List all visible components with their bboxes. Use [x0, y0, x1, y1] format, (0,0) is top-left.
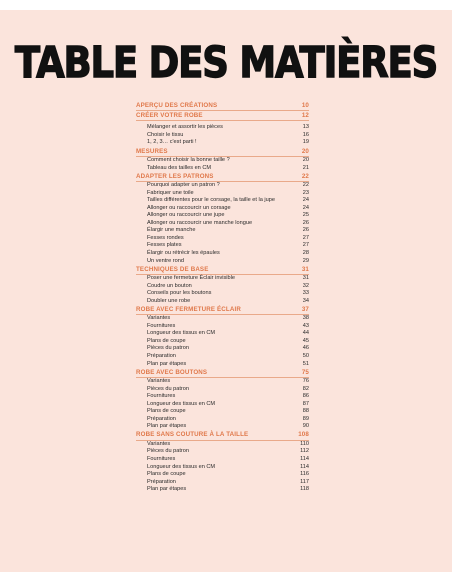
toc-entry[interactable] [136, 471, 309, 479]
toc-section-page: 31 [301, 265, 309, 273]
toc-entry[interactable] [136, 275, 309, 283]
toc-entry-page: 27 [302, 234, 309, 241]
toc-entry-page: 44 [302, 330, 309, 337]
toc-entry-page: 22 [302, 182, 309, 189]
toc-entry-page: 16 [302, 131, 309, 138]
toc-entry-page: 27 [302, 242, 309, 249]
toc-entry[interactable] [136, 378, 309, 386]
toc-entry[interactable] [136, 165, 309, 173]
toc-entry-page: 38 [302, 315, 309, 322]
toc-entry-page: 116 [300, 471, 309, 478]
toc-entry-label: Préparation [147, 415, 176, 422]
toc-entry[interactable] [136, 479, 309, 487]
toc-entry-label: Choisir le tissu [147, 131, 184, 138]
toc-entry-page: 34 [302, 297, 309, 304]
toc-section-page: 12 [301, 111, 309, 119]
toc-entry-page: 26 [302, 219, 309, 226]
toc-entry-label: Fournitures [147, 455, 176, 462]
toc-entry-page: 33 [302, 290, 309, 297]
toc-section-heading[interactable] [136, 266, 309, 275]
toc-entry-page: 19 [302, 139, 309, 146]
toc-entry-page: 24 [302, 197, 309, 204]
toc-entry-label: Plans de coupe [147, 408, 186, 415]
toc-entry-page: 89 [302, 415, 309, 422]
toc-entry-page: 31 [302, 275, 309, 282]
toc-entry[interactable] [136, 361, 309, 369]
toc-entry-label: Comment choisir la bonne taille ? [147, 157, 230, 163]
toc-entry-label: Tableau des tailles en CM [147, 164, 212, 171]
toc-entry[interactable] [136, 353, 309, 361]
bottom-margin [0, 572, 452, 584]
toc-entry[interactable] [136, 190, 309, 198]
toc-entry[interactable] [136, 298, 309, 306]
toc-entry-page: 76 [302, 378, 309, 385]
toc-entry[interactable] [136, 157, 309, 165]
toc-entry[interactable] [136, 338, 309, 346]
toc-section-title: CRÉER VOTRE ROBE [136, 111, 203, 119]
toc-entry[interactable] [136, 258, 309, 266]
toc-entry-label: Plan par étapes [147, 486, 187, 493]
toc-entry-label: Fesses rondes [147, 234, 184, 241]
toc-entry-label: Un ventre rond [147, 257, 185, 264]
toc-entry[interactable] [136, 212, 309, 220]
toc-entry-label: Préparation [147, 478, 176, 485]
toc-entry[interactable] [136, 486, 309, 494]
toc-entry-page: 25 [302, 212, 309, 219]
table-of-contents [136, 102, 309, 494]
toc-entry[interactable] [136, 401, 309, 409]
toc-entry-label: Fournitures [147, 393, 176, 400]
toc-entry[interactable] [136, 235, 309, 243]
toc-entry[interactable] [136, 124, 309, 132]
toc-entry-page: 114 [300, 463, 309, 470]
toc-entry-page: 112 [300, 448, 309, 455]
toc-entry-page: 90 [302, 423, 309, 430]
toc-entry[interactable] [136, 205, 309, 213]
toc-entry-page: 87 [302, 400, 309, 407]
toc-section-title: ROBE AVEC FERMETURE ÉCLAIR [136, 305, 241, 313]
toc-entry-label: Allonger ou raccourcir un corsage [147, 204, 231, 211]
toc-entry-page: 46 [302, 345, 309, 352]
toc-section-heading[interactable] [136, 431, 309, 440]
top-margin [0, 0, 452, 10]
toc-entry-label: Pourquoi adapter un patron ? [147, 182, 220, 189]
toc-entry-page: 43 [302, 322, 309, 329]
toc-section-page: 22 [301, 172, 309, 180]
toc-entry[interactable] [136, 182, 309, 190]
toc-entry[interactable] [136, 408, 309, 416]
toc-entry-label: Fournitures [147, 322, 176, 329]
toc-entry-label: Doubler une robe [147, 297, 191, 304]
toc-entry-label: Longueur des tissus en CM [147, 330, 216, 337]
toc-entry-label: Variantes [147, 440, 171, 447]
toc-entry-page: 21 [302, 164, 309, 171]
toc-entry-page: 26 [302, 227, 309, 234]
toc-entry-label: Coudre un bouton [147, 282, 192, 289]
toc-entry-page: 50 [302, 352, 309, 359]
toc-entry-label: Pièces du patron [147, 385, 189, 392]
toc-entry[interactable] [136, 393, 309, 401]
toc-entry-label: Plans de coupe [147, 337, 186, 344]
toc-section-title: MESURES [136, 147, 168, 155]
toc-entry-page: 23 [302, 189, 309, 196]
toc-entry-page: 29 [302, 257, 309, 264]
toc-section-title: APERÇU DES CRÉATIONS [136, 102, 218, 109]
toc-entry-label: Conseils pour les boutons [147, 290, 212, 297]
toc-section-page: 10 [301, 102, 309, 109]
toc-entry-label: Variantes [147, 378, 171, 385]
toc-entry-label: 1, 2, 3… c'est parti ! [147, 139, 197, 146]
toc-entry-label: Pièces du patron [147, 448, 189, 455]
toc-entry-page: 82 [302, 385, 309, 392]
toc-section-heading[interactable] [136, 306, 309, 315]
toc-section-heading[interactable] [136, 369, 309, 378]
toc-section-heading[interactable] [136, 148, 309, 157]
toc-entry-page: 24 [302, 204, 309, 211]
toc-entry[interactable] [136, 448, 309, 456]
toc-entry[interactable] [136, 197, 309, 205]
toc-entry[interactable] [136, 227, 309, 235]
toc-entry-label: Élargir une manche [147, 227, 196, 234]
toc-entry-label: Préparation [147, 352, 176, 359]
toc-entry-label: Allonger ou raccourcir une jupe [147, 212, 225, 219]
toc-entry-label: Pièces du patron [147, 345, 189, 352]
toc-entry-page: 118 [300, 486, 309, 493]
toc-entry-page: 88 [302, 408, 309, 415]
toc-section-title: ROBE SANS COUTURE À LA TAILLE [136, 431, 249, 439]
toc-entry-page: 45 [302, 337, 309, 344]
toc-entry-label: Variantes [147, 315, 171, 322]
toc-entry-page: 20 [302, 157, 309, 163]
toc-section-title: ROBE AVEC BOUTONS [136, 368, 208, 376]
toc-entry-label: Plan par étapes [147, 360, 187, 367]
toc-entry-label: Longueur des tissus en CM [147, 463, 216, 470]
toc-entry-label: Poser une fermeture Éclair invisible [147, 275, 235, 282]
toc-entry[interactable] [136, 386, 309, 394]
toc-entry-label: Plans de coupe [147, 471, 186, 478]
toc-entry-page: 114 [300, 455, 309, 462]
toc-entry-label: Plan par étapes [147, 423, 187, 430]
toc-section-heading[interactable] [136, 102, 309, 111]
toc-entry[interactable] [136, 464, 309, 472]
toc-entry[interactable] [136, 283, 309, 291]
toc-entry[interactable] [136, 323, 309, 331]
toc-entry[interactable] [136, 139, 309, 147]
toc-section-page: 108 [298, 431, 309, 439]
toc-entry[interactable] [136, 456, 309, 464]
toc-entry-page: 13 [302, 124, 309, 131]
toc-entry[interactable] [136, 416, 309, 424]
page-title: TABLE DES MATIÈRES [14, 37, 438, 88]
toc-entry-page: 32 [302, 282, 309, 289]
toc-section-page: 75 [301, 368, 309, 376]
toc-entry-label: Longueur des tissus en CM [147, 400, 216, 407]
toc-entry[interactable] [136, 345, 309, 353]
toc-entry-label: Fabriquer une toile [147, 189, 194, 196]
toc-entry[interactable] [136, 330, 309, 338]
toc-entry[interactable] [136, 441, 309, 449]
toc-entry[interactable] [136, 242, 309, 250]
toc-entry-label: Fesses plates [147, 242, 182, 249]
toc-entry-page: 28 [302, 250, 309, 256]
toc-section-page: 20 [301, 147, 309, 155]
toc-entry[interactable] [136, 132, 309, 140]
toc-entry-label: Allonger ou raccourcir une manche longue [147, 219, 253, 226]
toc-section-title: ADAPTER LES PATRONS [136, 172, 214, 180]
toc-entry-label: Élargir ou rétrécir les épaules [147, 250, 220, 256]
toc-section-heading[interactable] [136, 173, 309, 182]
toc-section-heading[interactable] [136, 112, 309, 121]
toc-section-page: 37 [301, 305, 309, 313]
toc-entry-page: 51 [302, 360, 309, 367]
toc-entry[interactable] [136, 250, 309, 258]
toc-entry-page: 117 [300, 478, 309, 485]
toc-entry[interactable] [136, 315, 309, 323]
toc-entry-label: Mélanger et assortir les pièces [147, 124, 223, 131]
toc-entry-label: Tailles différentes pour le corsage, la taille et la jupe [147, 197, 276, 204]
toc-entry[interactable] [136, 290, 309, 298]
toc-entry[interactable] [136, 423, 309, 431]
toc-section-title: TECHNIQUES DE BASE [136, 265, 209, 273]
toc-entry-page: 110 [300, 440, 309, 447]
toc-entry-page: 86 [302, 393, 309, 400]
